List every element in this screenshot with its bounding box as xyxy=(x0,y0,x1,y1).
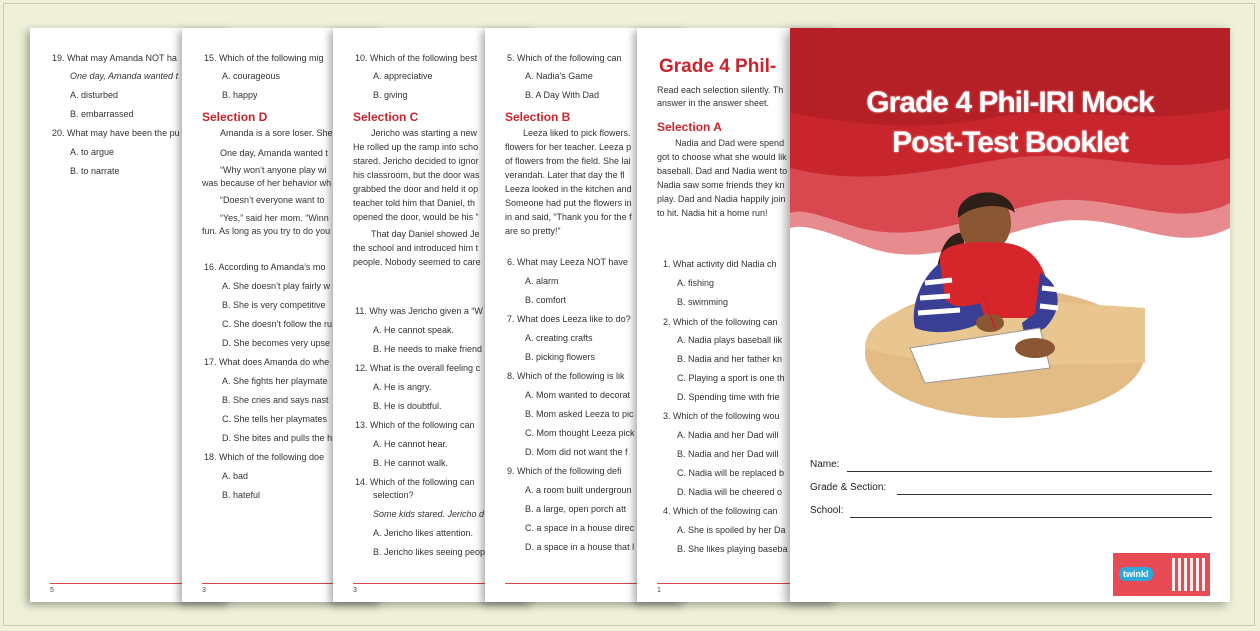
option: D. She becomes very upse xyxy=(222,338,331,348)
twinkl-brand: twinkl xyxy=(1119,567,1153,581)
option: D. Spending time with frie xyxy=(677,392,780,402)
selection-heading: Selection A xyxy=(657,120,722,134)
question-14-continued: selection? xyxy=(373,490,414,500)
question-5: 5. Which of the following can xyxy=(507,53,622,63)
option: B. He needs to make friend xyxy=(373,344,483,354)
option: B. She likes playing baseba xyxy=(677,544,788,554)
question-15: 15. Which of the following mig xyxy=(204,53,324,63)
passage-line: baseball. Dad and Nadia went to xyxy=(657,166,788,176)
option: B. She cries and says nast xyxy=(222,395,329,405)
instruction-line: Read each selection silently. Th xyxy=(657,85,784,95)
passage-line: the school and introduced him t xyxy=(353,243,479,253)
passage-line: opened the door, would be his “ xyxy=(353,212,479,222)
option: A. courageous xyxy=(222,71,281,81)
option: A. Nadia plays baseball lik xyxy=(677,335,783,345)
option: A. He is angry. xyxy=(373,382,432,392)
question-10: 10. Which of the following best xyxy=(355,53,478,63)
question-8: 8. Which of the following is lik xyxy=(507,371,625,381)
qr-code-icon xyxy=(1172,558,1205,591)
option: B. happy xyxy=(222,90,258,100)
selection-heading: Selection C xyxy=(353,110,419,124)
option: B. swimming xyxy=(677,297,729,307)
passage-line: was because of her behavior wh xyxy=(202,178,332,188)
passage-line: Nadia and Dad were spend xyxy=(675,138,785,148)
option: B. Nadia and her Dad will xyxy=(677,449,779,459)
option: C. a space in a house direc xyxy=(525,523,635,533)
passage-line: “Why won’t anyone play wi xyxy=(220,165,327,175)
instruction-line: answer in the answer sheet. xyxy=(657,98,770,108)
option: A. alarm xyxy=(525,276,559,286)
option: A. She doesn’t play fairly w xyxy=(222,281,331,291)
grade-section-label: Grade & Section: xyxy=(810,482,887,493)
option: A. bad xyxy=(222,471,249,481)
passage-line: to hit. Nadia hit a home run! xyxy=(657,208,768,218)
option: B. Nadia and her father kn xyxy=(677,354,783,364)
passage-line: Nadia saw some friends they kn xyxy=(657,180,785,190)
question-14-excerpt: Some kids stared. Jericho d xyxy=(373,509,485,519)
option: B. to narrate xyxy=(70,166,120,176)
cover-title-line-2: Post-Test Booklet xyxy=(892,126,1128,159)
passage-line: verandah. Later that day the fl xyxy=(505,170,625,180)
twinkl-logo xyxy=(1113,553,1210,596)
question-4: 4. Which of the following can xyxy=(663,506,778,516)
option: C. She tells her playmates xyxy=(222,414,328,424)
question-13: 13. Which of the following can xyxy=(355,420,475,430)
passage-line: play. Dad and Nadia happily join xyxy=(657,194,786,204)
passage-line: Amanda is a sore loser. She xyxy=(220,128,333,138)
question-1: 1. What activity did Nadia ch xyxy=(663,259,777,269)
passage-line: That day Daniel showed Je xyxy=(371,229,480,239)
page-number: 5 xyxy=(50,587,54,594)
option: D. Nadia will be cheered o xyxy=(677,487,783,497)
option: A. appreciative xyxy=(373,71,433,81)
option: D. a space in a house that l xyxy=(525,542,635,552)
question-19: 19. What may Amanda NOT ha xyxy=(52,53,177,63)
school-line[interactable] xyxy=(850,517,1212,518)
option: A. She is spoiled by her Da xyxy=(677,525,786,535)
passage-line: fun. As long as you try to do you xyxy=(202,226,331,236)
question-6: 6. What may Leeza NOT have xyxy=(507,257,628,267)
name-label: Name: xyxy=(810,459,840,470)
passage-line: of flowers from the field. She lai xyxy=(505,156,631,166)
selection-heading: Selection D xyxy=(202,110,268,124)
question-18: 18. Which of the following doe xyxy=(204,452,325,462)
question-14: 14. Which of the following can xyxy=(355,477,475,487)
option: B. picking flowers xyxy=(525,352,596,362)
question-19-excerpt: One day, Amanda wanted t xyxy=(70,71,179,81)
school-label: School: xyxy=(810,505,844,516)
question-16: 16. According to Amanda’s mo xyxy=(204,262,326,272)
question-11: 11. Why was Jericho given a “W xyxy=(355,306,483,316)
passage-line: He rolled up the ramp into scho xyxy=(353,142,479,152)
option: C. She doesn’t follow the ru xyxy=(222,319,333,329)
option: C. Mom thought Leeza pick xyxy=(525,428,635,438)
option: A. He cannot hear. xyxy=(373,439,448,449)
option: A. Mom wanted to decorat xyxy=(525,390,631,400)
name-line[interactable] xyxy=(847,471,1212,472)
option: A. disturbed xyxy=(70,90,119,100)
booklet-cover xyxy=(790,28,1230,602)
option: A. He cannot speak. xyxy=(373,325,455,335)
passage-line: his classroom, but the door was xyxy=(353,170,480,180)
option: D. Mom did not want the f xyxy=(525,447,628,457)
passage-line: in and said, “Thank you for the f xyxy=(505,212,632,222)
selection-heading: Selection B xyxy=(505,110,571,124)
passage-line: stared. Jericho decided to ignor xyxy=(353,156,479,166)
option: B. A Day With Dad xyxy=(525,90,600,100)
option: A. a room built undergroun xyxy=(525,485,632,495)
option: A. to argue xyxy=(70,147,115,157)
option: B. Mom asked Leeza to pic xyxy=(525,409,634,419)
passage-line: teacher told him that Daniel, th xyxy=(353,198,476,208)
option: B. Jericho likes seeing peop xyxy=(373,547,486,557)
option: B. hateful xyxy=(222,490,261,500)
passage-line: people. Nobody seemed to care xyxy=(353,257,481,267)
passage-line: grabbed the door and held it op xyxy=(353,184,479,194)
question-20: 20. What may have been the pu xyxy=(52,128,180,138)
option: A. Jericho likes attention. xyxy=(373,528,474,538)
option: B. a large, open porch att xyxy=(525,504,627,514)
option: B. He cannot walk. xyxy=(373,458,449,468)
option: B. He is doubtful. xyxy=(373,401,442,411)
page-title: Grade 4 Phil- xyxy=(659,56,777,77)
question-7: 7. What does Leeza like to do? xyxy=(507,314,631,324)
option: B. She is very competitive xyxy=(222,300,326,310)
page-number: 3 xyxy=(202,587,206,594)
grade-section-line[interactable] xyxy=(897,494,1212,495)
passage-line: Someone had put the flowers in xyxy=(505,198,632,208)
passage-line: Leeza liked to pick flowers. xyxy=(523,128,631,138)
passage-line: got to choose what she would lik xyxy=(657,152,787,162)
passage-line: One day, Amanda wanted t xyxy=(220,148,328,158)
passage-line: are so pretty!” xyxy=(505,226,561,236)
question-3: 3. Which of the following wou xyxy=(663,411,780,421)
question-12: 12. What is the overall feeling c xyxy=(355,363,481,373)
option: A. creating crafts xyxy=(525,333,593,343)
passage-line: “Doesn’t everyone want to xyxy=(220,195,325,205)
option: A. fishing xyxy=(677,278,715,288)
passage-line: Jericho was starting a new xyxy=(371,128,478,138)
cover-title-line-1: Grade 4 Phil-IRI Mock xyxy=(866,86,1154,119)
option: A. Nadia's Game xyxy=(525,71,593,81)
page-number: 3 xyxy=(353,587,357,594)
option: D. She bites and pulls the h xyxy=(222,433,333,443)
option: A. She fights her playmate xyxy=(222,376,328,386)
passage-line: Leeza looked in the kitchen and xyxy=(505,184,632,194)
question-17: 17. What does Amanda do whe xyxy=(204,357,330,367)
passage-line: “Yes,” said her mom. “Winn xyxy=(220,213,329,223)
girl-writing-illustration xyxy=(790,188,1230,448)
option: C. Playing a sport is one th xyxy=(677,373,785,383)
passage-line: flowers for her teacher. Leeza p xyxy=(505,142,632,152)
question-2: 2. Which of the following can xyxy=(663,317,778,327)
option: A. Nadia and her Dad will xyxy=(677,430,779,440)
option: B. embarrassed xyxy=(70,109,134,119)
question-9: 9. Which of the following defi xyxy=(507,466,622,476)
page-number: 1 xyxy=(657,587,661,594)
option: B. comfort xyxy=(525,295,567,305)
option: C. Nadia will be replaced b xyxy=(677,468,785,478)
option: B. giving xyxy=(373,90,408,100)
